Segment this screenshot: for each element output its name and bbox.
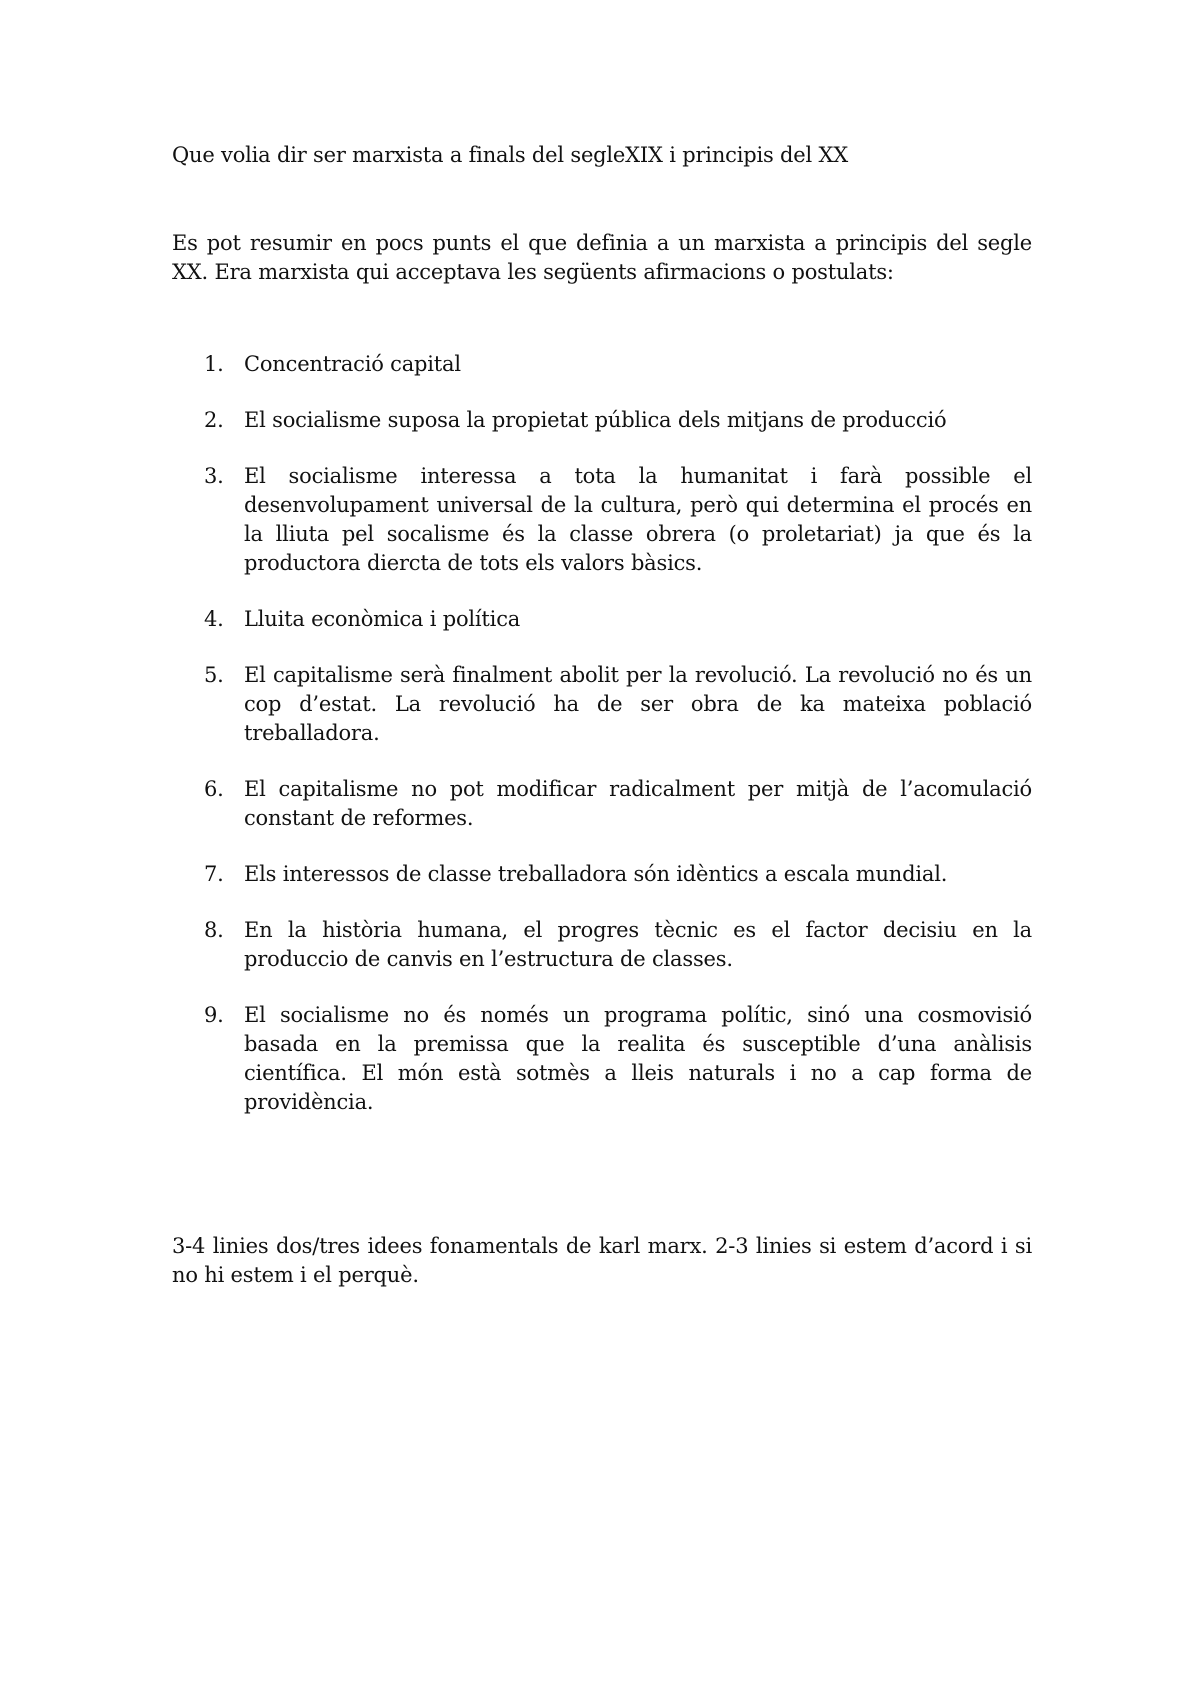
- item-text: El capitalisme no pot modificar radicalment per mitjà de l’acomulació constant de reformes.: [244, 777, 1032, 830]
- intro-paragraph: Es pot resumir en pocs punts el que definia a un marxista a principis del segle XX. Era marxista qui acceptava les següents afirmacions o postulats:: [172, 231, 1032, 284]
- list-item: [172, 605, 1032, 634]
- item-number: 3.: [204, 464, 224, 488]
- document-title: Que volia dir ser marxista a finals del segleXIX i principis del XX: [172, 143, 849, 167]
- item-text: Concentració capital: [244, 352, 461, 376]
- footer-note: 3-4 linies dos/tres idees fonamentals de karl marx. 2-3 linies si estem d’acord i si no hi estem i el perquè.: [172, 1234, 1032, 1287]
- item-number: 6.: [204, 777, 224, 801]
- item-number: 9.: [204, 1003, 224, 1027]
- item-text: El socialisme no és només un programa polític, sinó una cosmovisió basada en la premissa que la realita és susceptible d’una anàlisis científica. El món està sotmès a lleis naturals i no a cap forma de providència.: [244, 1003, 1032, 1114]
- item-text: Els interessos de classe treballadora són idèntics a escala mundial.: [244, 862, 948, 886]
- item-text: El capitalisme serà finalment abolit per la revolució. La revolució no és un cop d’estat. La revolució ha de ser obra de ka mateixa població treballadora.: [244, 663, 1032, 745]
- list-item: [172, 1001, 1032, 1117]
- item-number: 2.: [204, 408, 224, 432]
- item-text: En la història humana, el progres tècnic es el factor decisiu en la produccio de canvis en l’estructura de classes.: [244, 918, 1032, 971]
- postulates-list: [172, 350, 1032, 1117]
- item-number: 7.: [204, 862, 224, 886]
- list-item: [172, 661, 1032, 748]
- list-item: [172, 775, 1032, 833]
- list-item: [172, 860, 1032, 889]
- list-item: [172, 462, 1032, 578]
- item-number: 1.: [204, 352, 224, 376]
- list-item: [172, 406, 1032, 435]
- item-text: El socialisme interessa a tota la humanitat i farà possible el desenvolupament universal de la cultura, però qui determina el procés en la lliuta pel socalisme és la classe obrera (o proletariat) ja que és la productora diercta de tots els valors bàsics.: [244, 464, 1032, 575]
- item-text: El socialisme suposa la propietat pública dels mitjans de producció: [244, 408, 947, 432]
- list-item: [172, 350, 1032, 379]
- item-number: 4.: [204, 607, 224, 631]
- item-number: 5.: [204, 663, 224, 687]
- item-number: 8.: [204, 918, 224, 942]
- list-item: [172, 916, 1032, 974]
- item-text: Lluita econòmica i política: [244, 607, 521, 631]
